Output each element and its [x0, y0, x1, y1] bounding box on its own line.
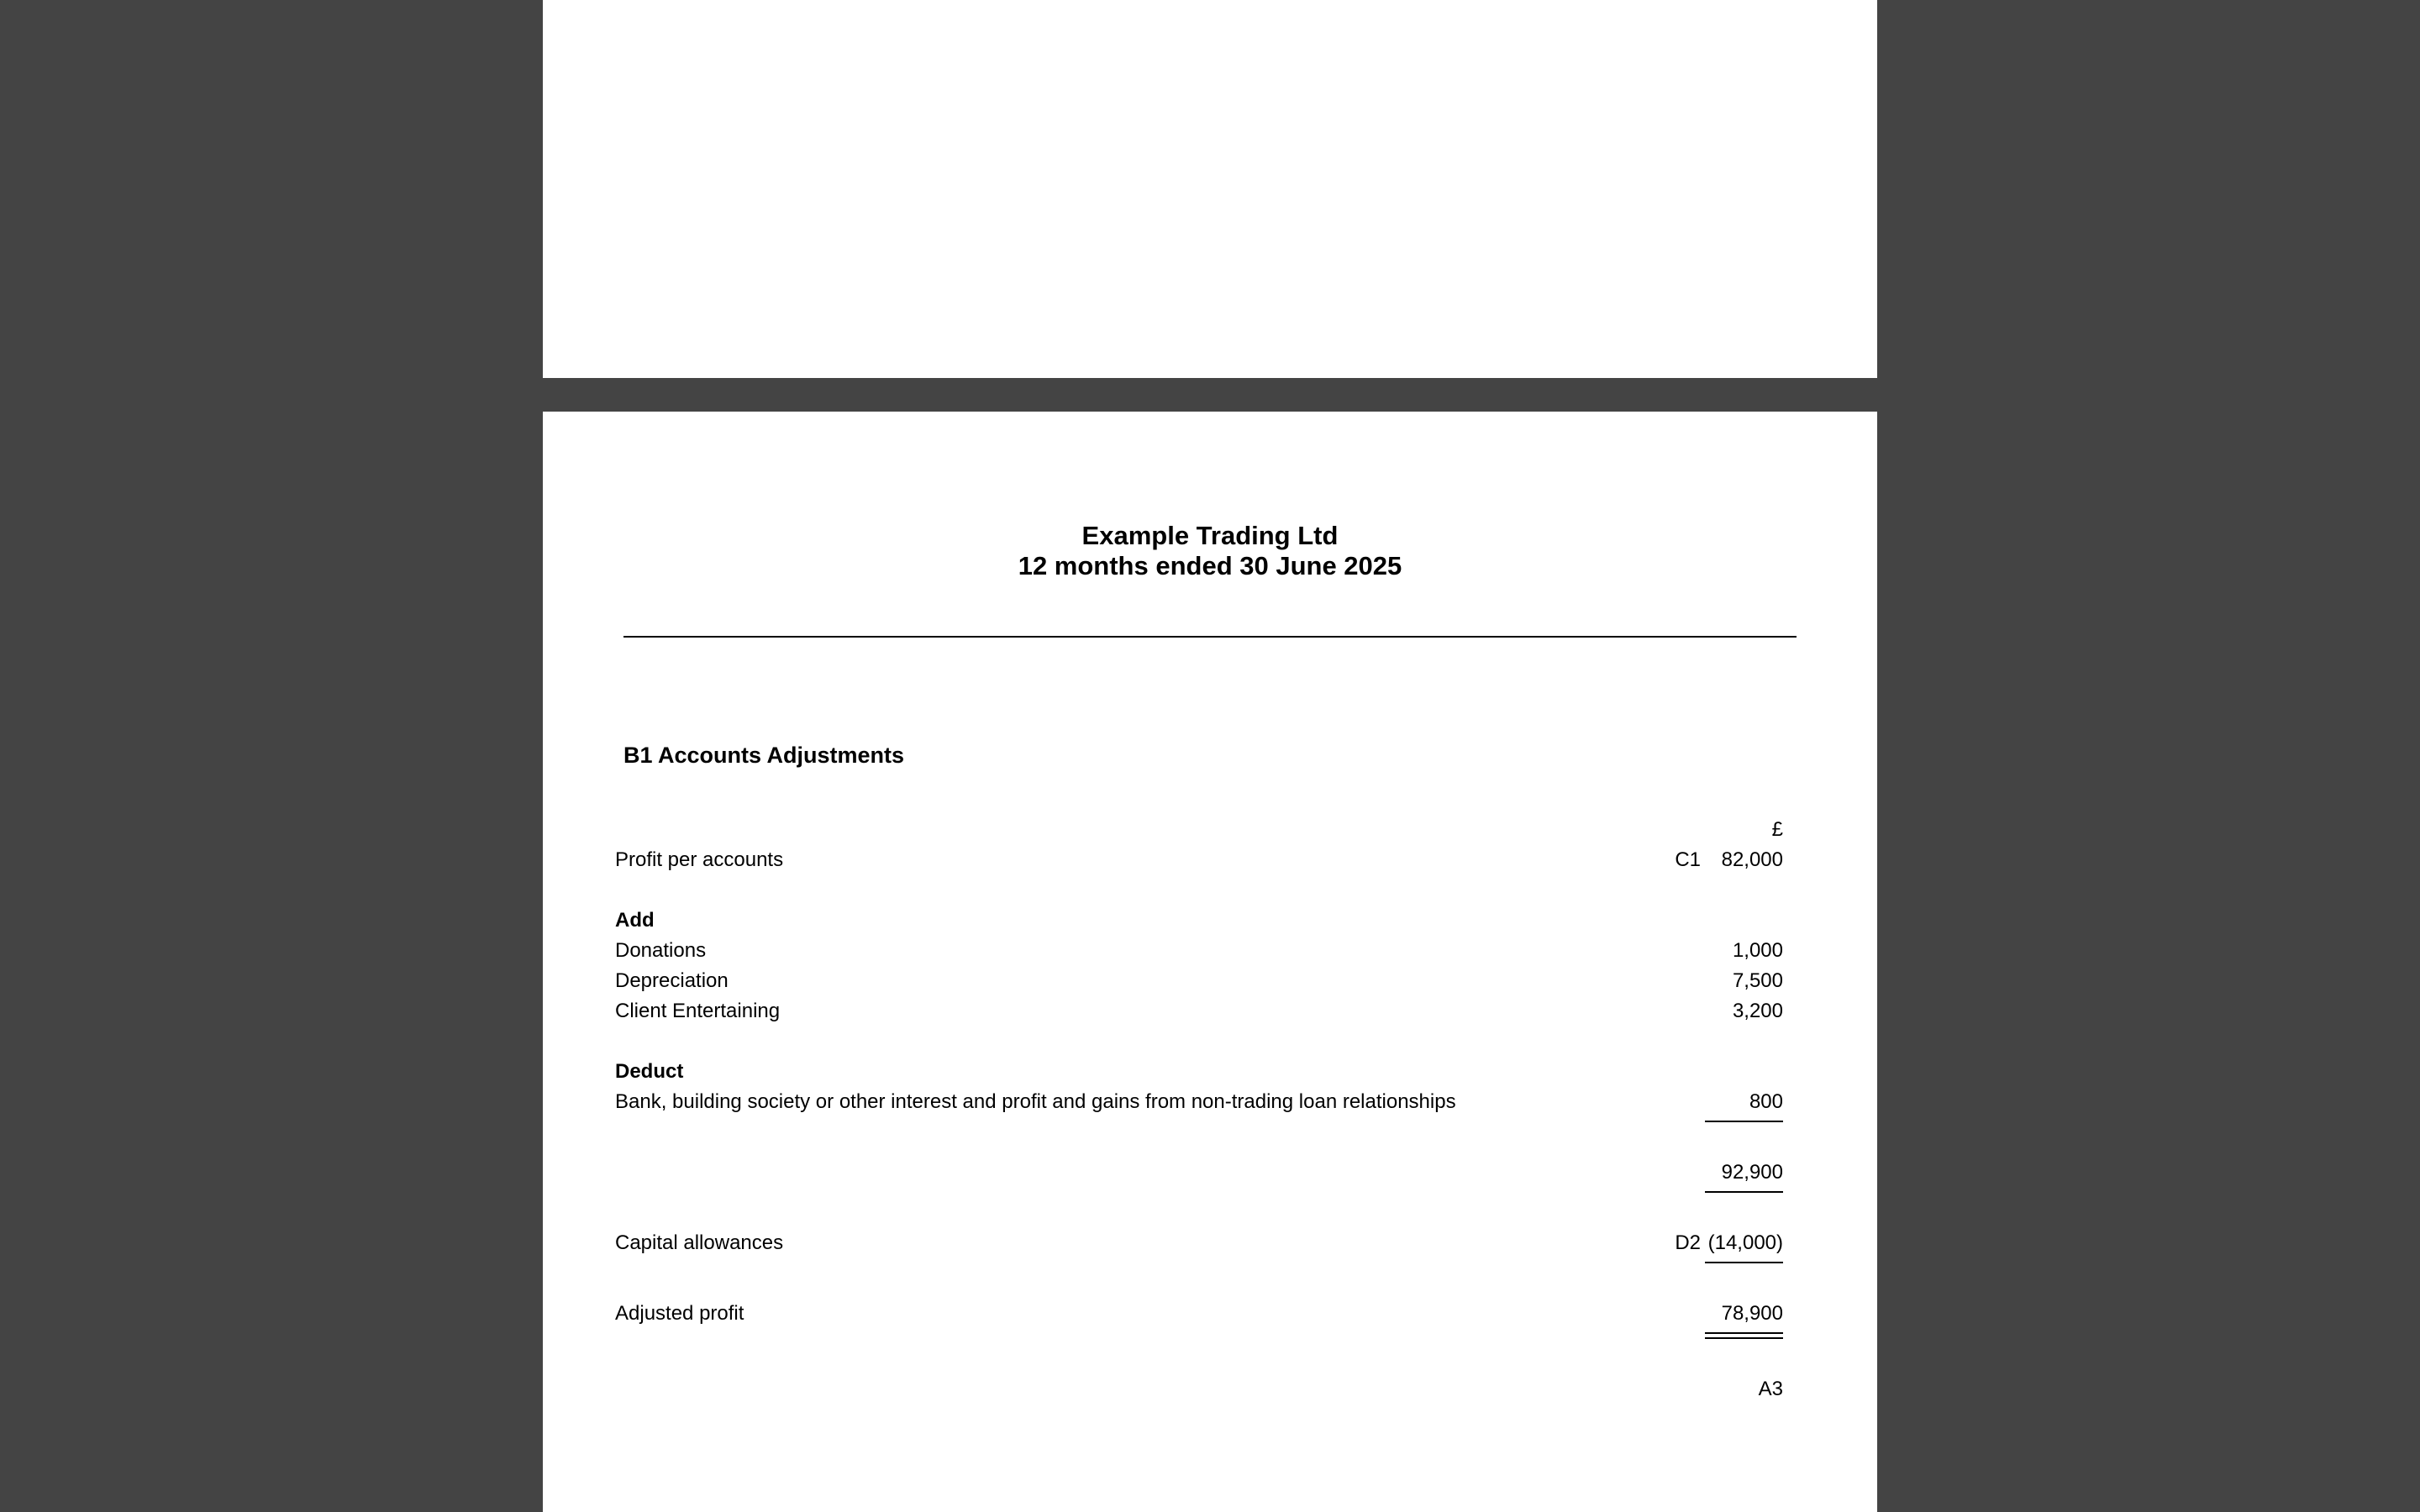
- company-name: Example Trading Ltd: [1081, 521, 1339, 550]
- row-amount: 1,000: [1732, 939, 1783, 962]
- currency-symbol: £: [1771, 818, 1783, 841]
- double-underline-top: [1705, 1332, 1783, 1334]
- row-amount: 3,200: [1732, 1000, 1783, 1022]
- row-depreciation: [615, 966, 1783, 996]
- row-amount: (14,000): [1707, 1231, 1783, 1254]
- document-header: [543, 521, 1877, 581]
- row-adjusted-profit: [615, 1299, 1783, 1329]
- subtotal-amount: 92,900: [1721, 1161, 1783, 1184]
- page-reference-row: [615, 1374, 1783, 1404]
- adjusted-profit-amount: 78,900: [1721, 1302, 1783, 1325]
- row-label: Client Entertaining: [615, 1000, 781, 1022]
- single-underline: [1705, 1191, 1783, 1193]
- row-capital-allowances: [615, 1228, 1783, 1258]
- single-underline: [1705, 1121, 1783, 1122]
- row-amount: 82,000: [1721, 848, 1783, 871]
- row-label: Depreciation: [615, 969, 729, 992]
- row-label: Capital allowances: [615, 1231, 784, 1254]
- period-title: 12 months ended 30 June 2025: [1018, 551, 1402, 580]
- row-bank-interest: [615, 1087, 1783, 1117]
- row-label: Bank, building society or other interest and profit and gains from non-trading loan relationships: [615, 1090, 1456, 1113]
- row-deduct-heading: [615, 1057, 1783, 1087]
- previous-page: [543, 0, 1877, 378]
- section-title: B1 Accounts Adjustments: [623, 743, 905, 768]
- add-heading: Add: [615, 909, 655, 932]
- row-subtotal: [615, 1158, 1783, 1188]
- deduct-heading: Deduct: [615, 1060, 684, 1083]
- page-reference: A3: [1758, 1378, 1783, 1400]
- currency-header-row: [615, 815, 1783, 845]
- single-underline: [1705, 1262, 1783, 1263]
- row-profit-per-accounts: [615, 845, 1783, 875]
- row-client-entertaining: [615, 996, 1783, 1026]
- row-add-heading: [615, 906, 1783, 936]
- header-divider: [623, 636, 1797, 638]
- row-label: Profit per accounts: [615, 848, 784, 871]
- double-underline-bottom: [1705, 1337, 1783, 1339]
- row-amount: 800: [1749, 1090, 1783, 1113]
- current-page: [543, 412, 1877, 1512]
- row-donations: [615, 936, 1783, 966]
- cross-reference: C1: [1675, 848, 1701, 871]
- cross-reference: D2: [1675, 1231, 1701, 1254]
- row-label: Adjusted profit: [615, 1302, 744, 1325]
- row-amount: 7,500: [1732, 969, 1783, 992]
- row-label: Donations: [615, 939, 707, 962]
